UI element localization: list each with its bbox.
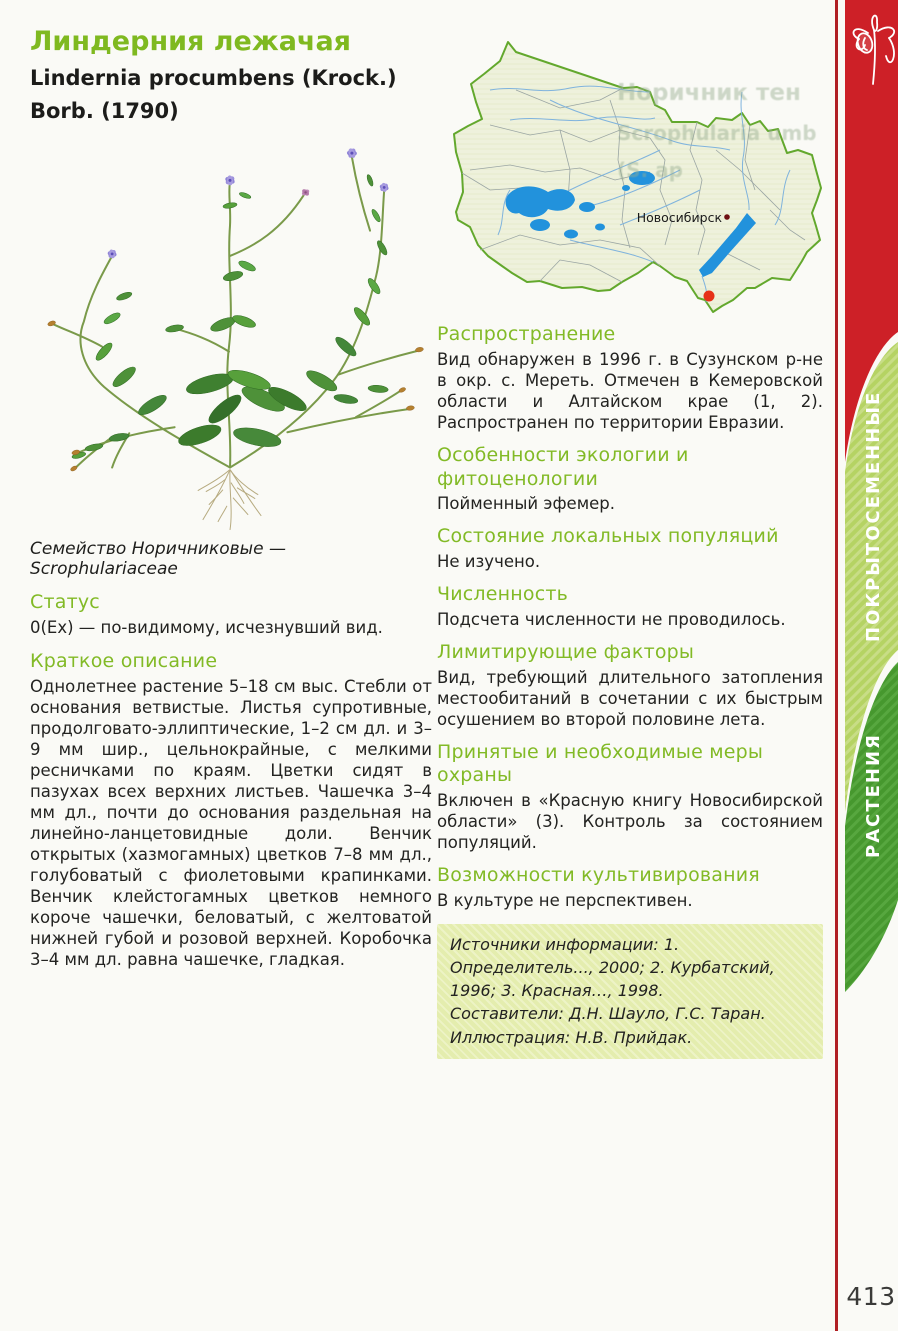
sidebar-label-angiosperms: ПОКРЫТОСЕМЕННЫЕ bbox=[863, 390, 884, 642]
city-label: Новосибирск bbox=[636, 210, 722, 225]
section-sidebar bbox=[835, 0, 898, 1331]
section-ecology bbox=[437, 444, 823, 515]
red-margin-rule bbox=[835, 0, 838, 1331]
section-heading: Особенности экологии и фитоценологии bbox=[437, 443, 689, 490]
latin-line-2: Borb. (1790) bbox=[30, 98, 179, 123]
section-body: Включен в «Красную книгу Новосибирской области» (3). Контроль за состоянием популяций. bbox=[437, 791, 823, 852]
section-heading: Лимитирующие факторы bbox=[437, 640, 695, 663]
bleed-line: Scrophularia umb bbox=[617, 120, 817, 145]
section-body: 0(Ex) — по-видимому, исчезнувший вид. bbox=[30, 618, 383, 638]
plant-illustration bbox=[20, 135, 440, 533]
section-limiting-factors bbox=[437, 641, 823, 730]
sources-box bbox=[437, 924, 823, 1059]
section-cultivation bbox=[437, 864, 823, 911]
right-column bbox=[437, 312, 823, 1059]
section-description bbox=[30, 650, 432, 970]
section-protection-measures bbox=[437, 741, 823, 854]
section-heading: Принятые и необходимые меры охраны bbox=[437, 740, 764, 787]
species-title-latin bbox=[30, 62, 432, 127]
section-body: В культуре не перспективен. bbox=[437, 890, 693, 910]
section-local-populations bbox=[437, 525, 823, 572]
section-body: Однолетнее растение 5–18 см выс. Стебли от основания ветвистые. Листья супротивные, продолговато-эллиптические, 1–2 см дл. и 3–9 мм шир., цельнокрайные, с мелкими ресничками по краям. Цветки сидят в пазухах всех верхних листьев. Чашечка 3–4 мм дл., почти до основания раздельная на линейно-ланцетовидные доли. Венчик открытых (хазмогамных) цветков 7–8 мм дл., голубоватый с фиолетовыми крапинками. Венчик клейстогамных цветков немного короче чашечки, беловатый, с желтоватой нижней губой и розовой верхней. Коробочка 3–4 мм дл. равна чашечке, гладкая. bbox=[30, 676, 432, 969]
left-column bbox=[30, 26, 432, 970]
city-dot bbox=[724, 214, 730, 220]
section-heading: Возможности культивирования bbox=[437, 864, 760, 886]
bleed-line: (S. ap bbox=[617, 157, 683, 182]
latin-line-1: Lindernia procumbens (Krock.) bbox=[30, 66, 397, 91]
family-line: Семейство Норичниковые — Scrophulariaceae bbox=[30, 539, 286, 580]
illustration-credit-line: Иллюстрация: Н.В. Прийдак. bbox=[450, 1027, 693, 1047]
section-body: Пойменный эфемер. bbox=[437, 494, 616, 514]
section-body: Вид, требующий длительного затопления местообитаний в сочетании с их быстрым осушением во второй половине лета. bbox=[437, 667, 823, 729]
page-number: 413 bbox=[846, 1282, 896, 1311]
section-heading: Краткое описание bbox=[30, 650, 218, 673]
section-heading: Численность bbox=[437, 583, 569, 605]
section-heading: Статус bbox=[30, 591, 100, 614]
plant-flowers bbox=[107, 148, 389, 260]
section-body: Не изучено. bbox=[437, 552, 541, 571]
range-map bbox=[450, 30, 822, 320]
location-marker bbox=[704, 291, 715, 302]
section-body: Вид обнаружен в 1996 г. в Сузунском р-не в окр. с. Мереть. Отмечен в Кемеровской области и Алтайском крае (1, 2). Распространен по территории Евразии. bbox=[437, 349, 823, 432]
section-distribution bbox=[437, 323, 823, 433]
section-abundance bbox=[437, 583, 823, 630]
plant-roots bbox=[198, 470, 261, 530]
sidebar-label-plants: РАСТЕНИЯ bbox=[863, 733, 884, 858]
section-heading: Распространение bbox=[437, 323, 616, 345]
section-heading: Состояние локальных популяций bbox=[437, 525, 779, 548]
bleed-line: Норичник тен bbox=[617, 80, 801, 106]
species-title-ru: Линдерния лежачая bbox=[30, 26, 352, 57]
sources-line: Источники информации: 1. Определитель..., 2000; 2. Курбатский, 1996; 3. Красная…, 1998. bbox=[450, 934, 775, 1001]
section-body: Подсчета численности не проводилось. bbox=[437, 609, 786, 629]
compilers-line: Составители: Д.Н. Шауло, Г.С. Таран. bbox=[450, 1004, 766, 1024]
section-status bbox=[30, 591, 432, 638]
